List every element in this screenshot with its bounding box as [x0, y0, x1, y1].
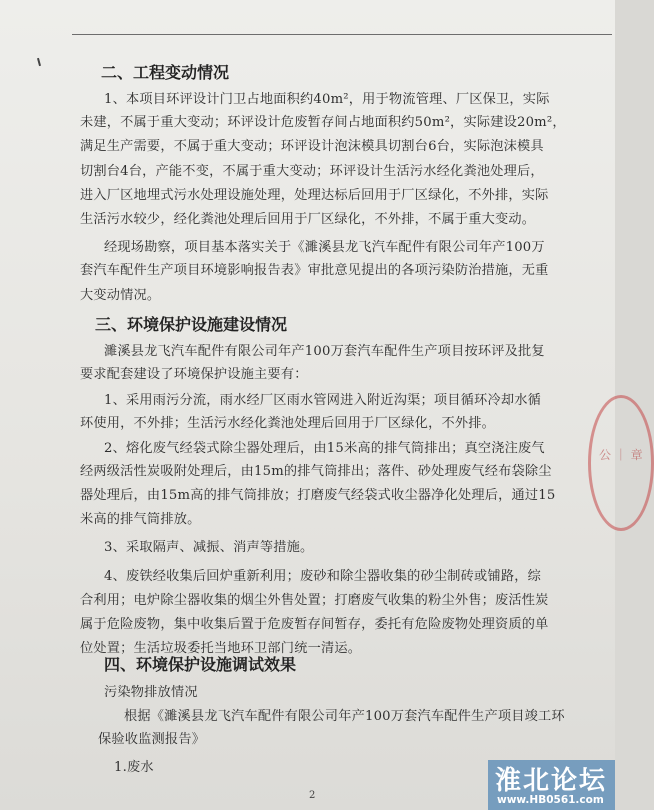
official-seal [588, 395, 654, 531]
watermark-url: www.HB0561.com [497, 794, 604, 806]
section-4-heading: 四、环境保护设施调试效果 [104, 655, 297, 674]
paragraph-line: 1、采用雨污分流，雨水经厂区雨水管网进入附近沟渠；项目循环冷却水循 [104, 393, 541, 408]
paragraph-line: 器处理后，由15m高的排气筒排放；打磨废气经袋式收尘器净化处理后，通过15 [80, 488, 556, 503]
section-2-heading: 二、工程变动情况 [101, 63, 230, 82]
paragraph-line: 濉溪县龙飞汽车配件有限公司年产100万套汽车配件生产项目按环评及批复 [104, 344, 545, 359]
paragraph-line: 位处置；生活垃圾委托当地环卫部门统一清运。 [80, 641, 362, 656]
paragraph-line: 经现场勘察，项目基本落实关于《濉溪县龙飞汽车配件有限公司年产100万 [104, 240, 545, 255]
paragraph-line: 大变动情况。 [80, 288, 161, 303]
paragraph-line: 生活污水较少，经化粪池处理后回用于厂区绿化，不外排，不属于重大变动。 [80, 212, 536, 227]
page-number: 2 [309, 790, 316, 801]
section-3-heading: 三、环境保护设施建设情况 [95, 315, 288, 334]
paragraph-line: 进入厂区地埋式污水处理设施处理，处理达标后回用于厂区绿化，不外排，实际 [80, 188, 549, 203]
paragraph-line: 切割台4台，产能不变，不属于重大变动；环评设计生活污水经化粪池处理后， [80, 164, 544, 179]
paragraph-line: 米高的排气筒排放。 [80, 512, 201, 527]
paragraph-line: 未建，不属于重大变动；环评设计危废暂存间占地面积约50m²，实际建设20m²， [80, 115, 566, 130]
paragraph-line: 环使用，不外排；生活污水经化粪池处理后回用于厂区绿化，不外排。 [80, 416, 496, 431]
paragraph-line: 3、采取隔声、减振、消声等措施。 [104, 540, 314, 555]
paragraph-line: 污染物排放情况 [104, 685, 198, 700]
paragraph-line: 满足生产需要，不属于重大变动；环评设计泡沫模具切割台6台，实际泡沫模具 [80, 139, 544, 154]
paragraph-line: 2、熔化废气经袋式除尘器处理后，由15米高的排气筒排出；真空浇注废气 [104, 441, 545, 456]
paragraph-line: 合利用；电炉除尘器收集的烟尘外售处置；打磨废气收集的粉尘外售；废活性炭 [80, 593, 549, 608]
paragraph-line: 套汽车配件生产项目环境影响报告表》审批意见提出的各项污染防治措施，无重 [80, 263, 549, 278]
paragraph-line: 1.废水 [114, 760, 154, 775]
watermark-title: 淮北论坛 [495, 766, 608, 796]
paragraph-line: 1、本项目环评设计门卫占地面积约40m²，用于物流管理、厂区保卫，实际 [104, 92, 550, 107]
paragraph-line: 根据《濉溪县龙飞汽车配件有限公司年产100万套汽车配件生产项目竣工环 [124, 709, 565, 724]
paragraph-line: 要求配套建设了环境保护设施主要有： [80, 367, 308, 382]
seal-text: 公 ｜ 章 [599, 448, 643, 462]
paragraph-line: 属于危险废物，集中收集后置于危废暂存间暂存，委托有危险废物处理资质的单 [80, 617, 549, 632]
paragraph-line: 4、废铁经收集后回炉重新利用；废砂和除尘器收集的砂尘制砖或铺路，综 [104, 569, 541, 584]
header-rule [72, 34, 612, 35]
paragraph-line: 保验收监测报告》 [98, 732, 206, 747]
paragraph-line: 经两级活性炭吸附处理后，由15m的排气筒排出；落件、砂处理废气经布袋除尘 [80, 464, 552, 479]
pen-mark [37, 58, 41, 66]
